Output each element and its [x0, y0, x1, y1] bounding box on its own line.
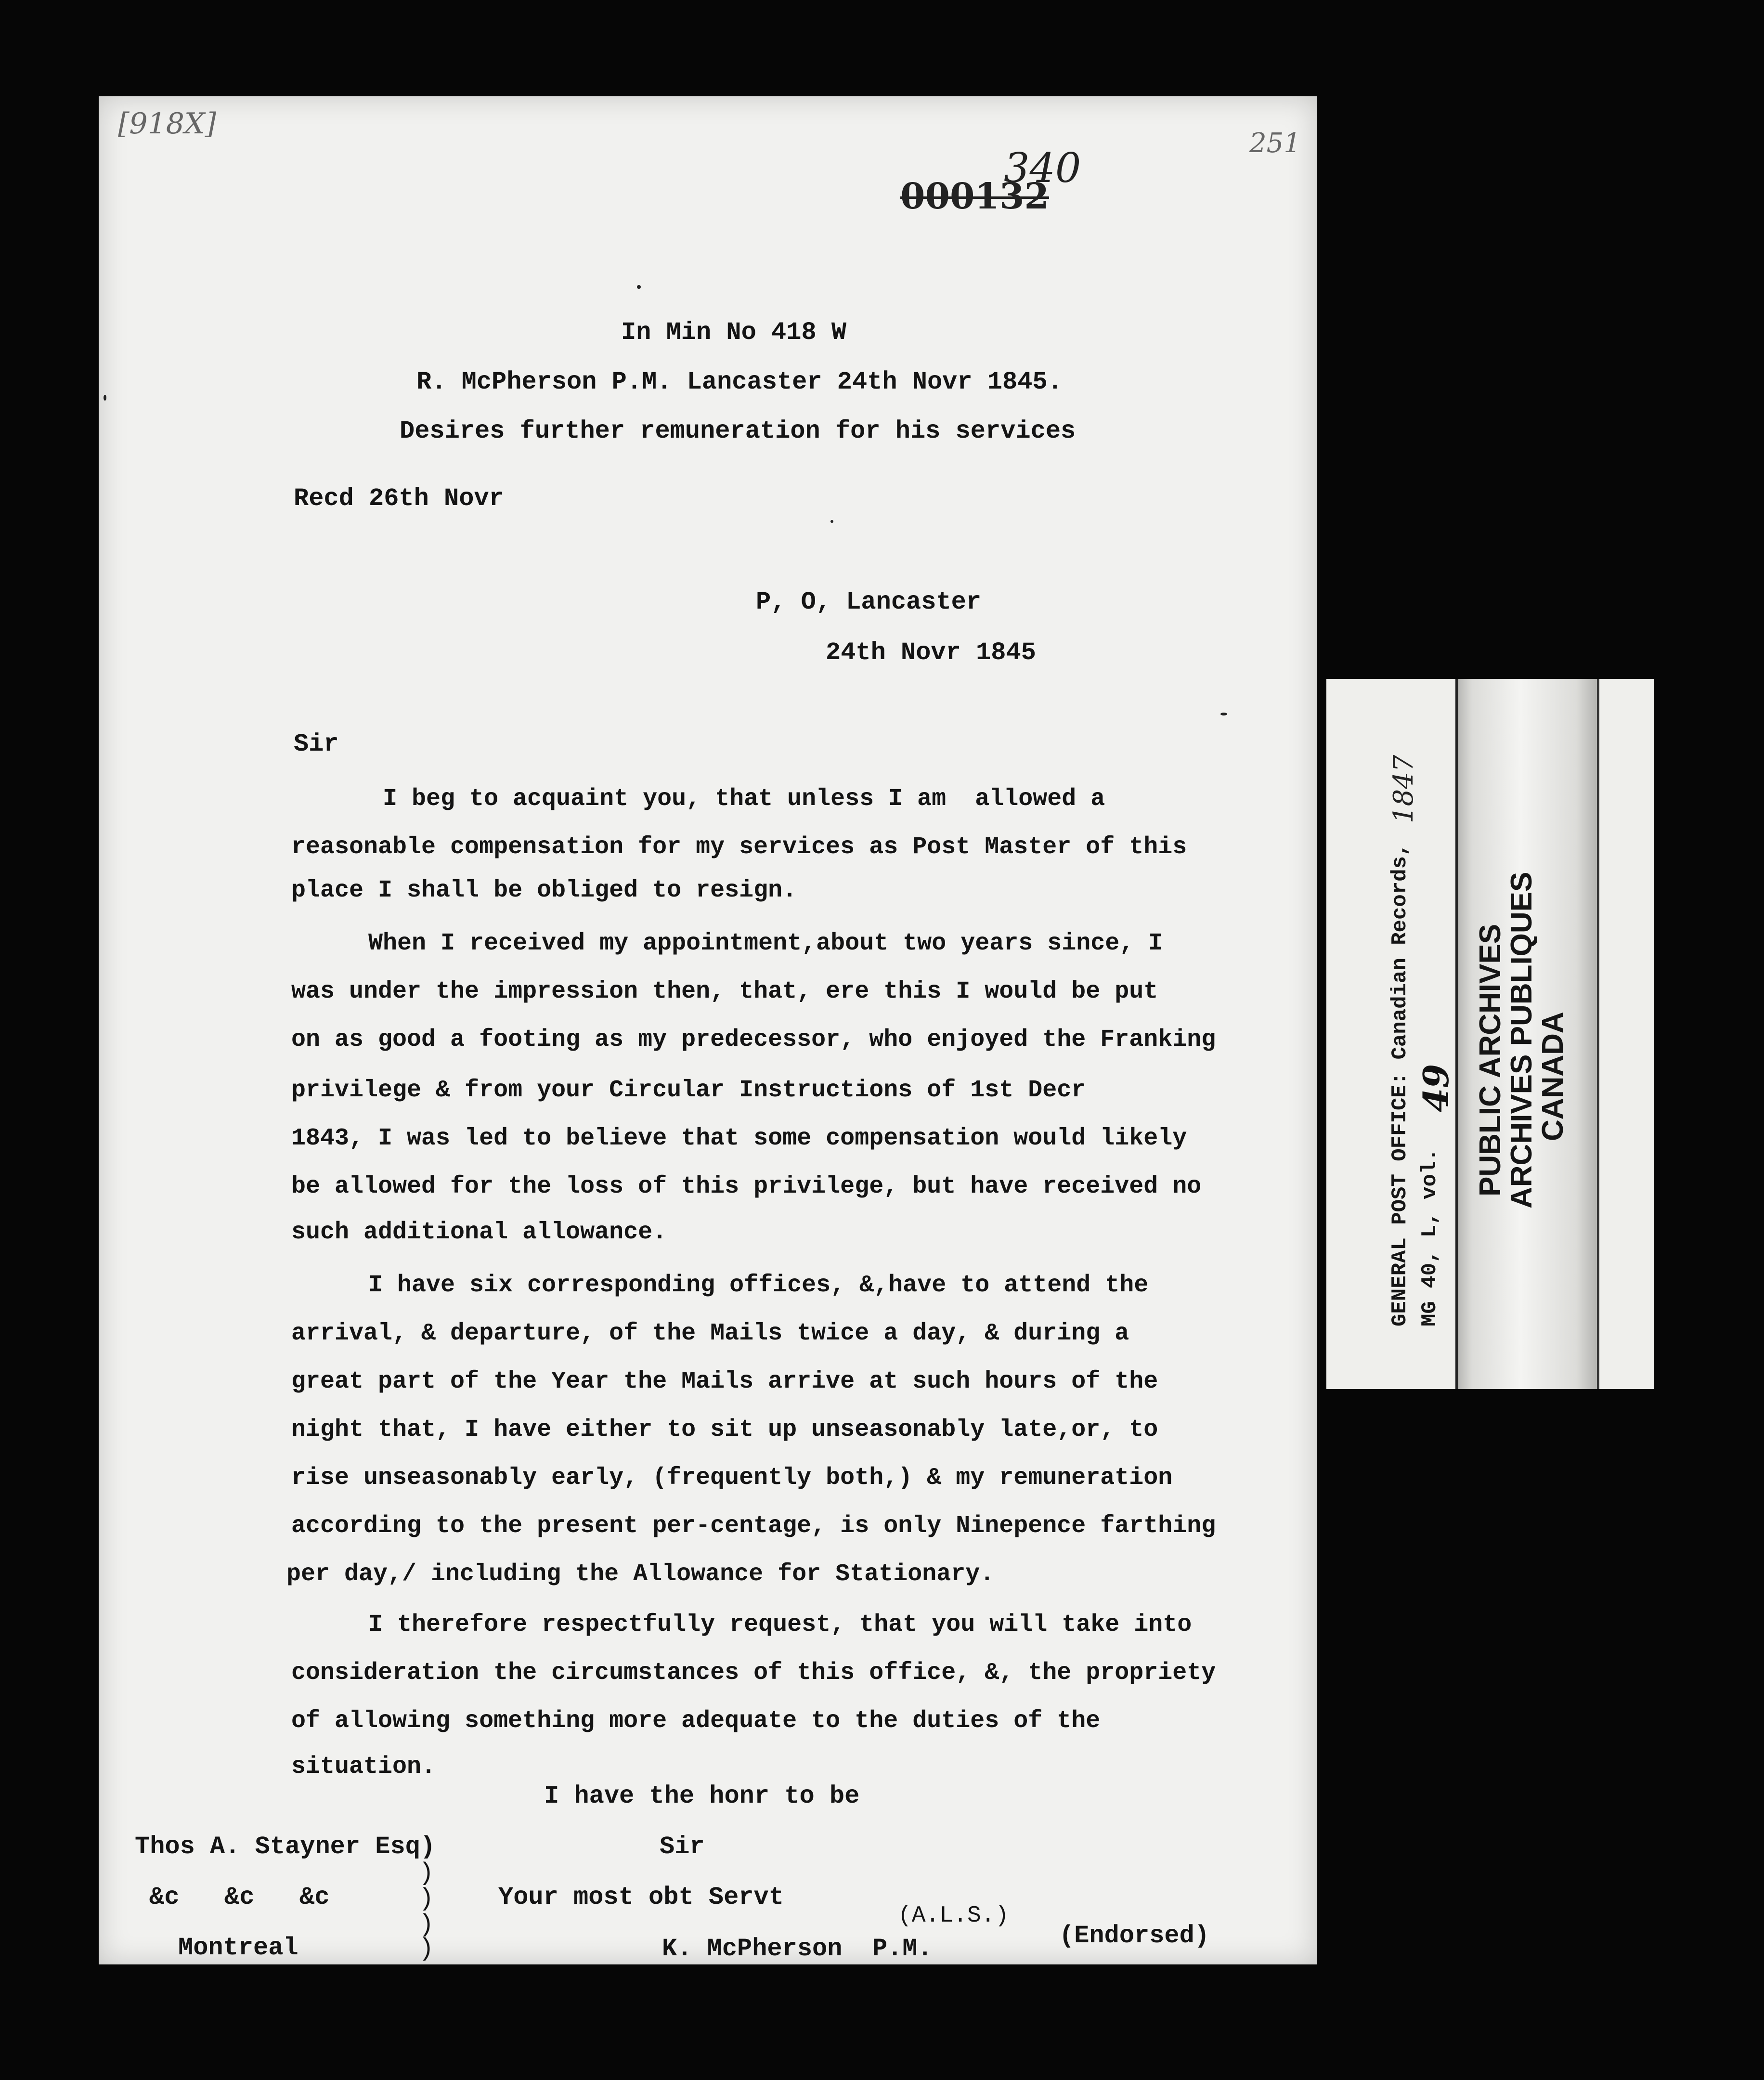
closing-servant: Your most obt Servt: [498, 1883, 784, 1911]
body-line: rise unseasonably early, (frequently both,) & my remuneration: [291, 1464, 1173, 1492]
body-line: night that, I have either to sit up unseasonably late,or, to: [291, 1416, 1158, 1443]
minute-number: In Min No 418 W: [621, 318, 847, 347]
archive-stamp-line3: CANADA: [1536, 1012, 1569, 1141]
body-line: consideration the circumstances of this office, &, the propriety: [291, 1659, 1216, 1687]
margin-note-top-left: [918X]: [118, 107, 217, 141]
body-line: place I shall be obliged to resign.: [291, 877, 797, 904]
addressee-bracket: ): [419, 1859, 434, 1887]
body-line: according to the present per-centage, is only Ninepence farthing: [291, 1512, 1216, 1540]
ink-speck: [637, 285, 641, 289]
addressee-city: Montreal: [178, 1934, 298, 1962]
archive-series-vol: 49: [1415, 1064, 1456, 1112]
ink-speck: [1220, 713, 1227, 715]
body-line: I have six corresponding offices, &,have to attend the: [368, 1272, 1149, 1299]
archive-stamp-line2: ARCHIVES PUBLIQUES: [1505, 871, 1538, 1209]
folio-number-old: 000132: [900, 176, 1049, 217]
archive-series-line2: MG 40, L, vol.: [1418, 1148, 1442, 1326]
body-line: on as good a footing as my predecessor, who enjoyed the Franking: [291, 1026, 1216, 1053]
addressee-bracket: ): [419, 1885, 434, 1913]
letter-subject: Desires further remuneration for his services: [400, 417, 1076, 445]
body-line: privilege & from your Circular Instructions of 1st Decr: [291, 1077, 1086, 1104]
body-line: arrival, & departure, of the Mails twice a day, & during a: [291, 1320, 1129, 1347]
archive-series-year: 1847: [1388, 754, 1419, 823]
closing-honour: I have the honr to be: [544, 1782, 860, 1810]
body-line: situation.: [291, 1753, 436, 1781]
ink-speck: [104, 395, 106, 401]
archive-series-line1: GENERAL POST OFFICE: Canadian Records,: [1388, 843, 1412, 1326]
body-line: per day,/ including the Allowance for Stationary.: [286, 1560, 995, 1588]
folio-number-new: 340: [1004, 144, 1081, 192]
body-line: great part of the Year the Mails arrive at such hours of the: [291, 1368, 1158, 1395]
margin-note-top-right: 251: [1249, 128, 1301, 159]
body-line: I beg to acquaint you, that unless I am allowed a: [383, 785, 1105, 813]
closing-sir: Sir: [660, 1833, 705, 1861]
letter-summary: R. McPherson P.M. Lancaster 24th Novr 1845.: [416, 368, 1063, 396]
addressee-bracket: ): [419, 1911, 434, 1939]
archive-stamp-line1: PUBLIC ARCHIVES: [1474, 923, 1507, 1196]
archive-label: [1326, 679, 1654, 1389]
body-line: be allowed for the loss of this privilege, but have received no: [291, 1173, 1202, 1200]
sender-address: P, O, Lancaster: [756, 588, 982, 616]
body-line: of allowing something more adequate to the duties of the: [291, 1707, 1101, 1735]
signature: K. McPherson P.M.: [662, 1935, 933, 1963]
ink-speck: [830, 520, 833, 523]
letter-date: 24th Novr 1845: [826, 638, 1036, 667]
als-note: (A.L.S.): [898, 1903, 1009, 1929]
body-line: reasonable compensation for my services as Post Master of this: [291, 833, 1187, 861]
body-line: was under the impression then, that, ere this I would be put: [291, 978, 1158, 1005]
addressee-bracket: ): [419, 1935, 434, 1963]
body-line: When I received my appointment,about two years since, I: [368, 930, 1163, 957]
addressee-etc: &c &c &c: [149, 1883, 330, 1911]
addressee-name: Thos A. Stayner Esq): [135, 1833, 436, 1861]
salutation: Sir: [294, 730, 339, 758]
body-line: I therefore respectfully request, that you will take into: [368, 1611, 1192, 1638]
received-date: Recd 26th Novr: [294, 484, 504, 513]
document-page: [99, 96, 1317, 1964]
body-line: such additional allowance.: [291, 1219, 667, 1246]
endorsed-note: (Endorsed): [1059, 1922, 1210, 1950]
body-line: 1843, I was led to believe that some compensation would likely: [291, 1125, 1187, 1152]
